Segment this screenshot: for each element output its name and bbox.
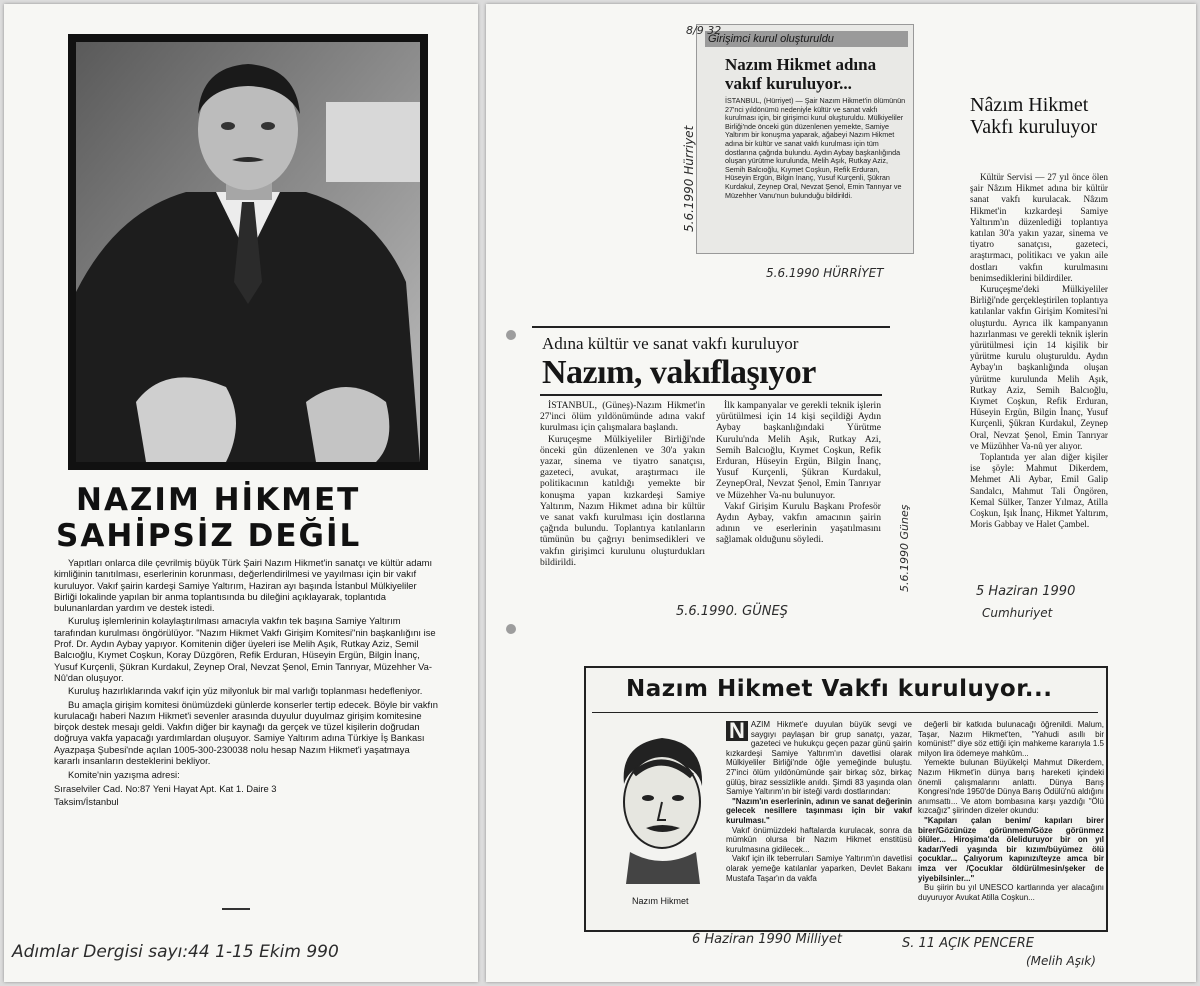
gunes-paragraph: Kuruçeşme Mülkiyeliler Birliği'nde önceki gün düzenlenen ve 30'a yakın yazar, sinema ve tiyatro sanatçısı, gazeteci, avukat, araştırmacı ile politikacının katıldığı yemekte bir konuşma yapan kızkardeşi Samiye Yaltırım, Nazım Hikmet adına bir kültür ve sanat vakfı kurulması için dostlarına çağrıda bulundu. Toplantıya katılanların tümünün bu çağrıyı benimsedikleri ve vakfın girişimci kurulunu oluşturdukları bildirildi. [540,433,705,568]
handwritten-source-note: Adımlar Dergisi sayı:44 1-15 Ekim 990 [12,942,339,962]
milliyet-paragraph: AZIM Hikmet'e duyulan büyük sevgi ve saygıyı paylaşan bir grup sanatçı, yazar, gazeteci ve hukukçu geçen pazar günü şairin kızkardeşi Samiye Yaltırım'ın davetlisi olarak Mülkiyeliler Birliği'nde öğle yemeğinde buluştu. 27'inci ölüm yıldönümünde şair birkaç söz, birkaç gülüş, biraz sessizlikle anıldı. Şimdi 83 yaşında olan Samiye Yaltırım'ın bir isteği vardı dostlarından: [726,720,912,797]
handwritten-side-note: 5.6.1990 Güneş [898,504,911,592]
hurriyet-clipping [696,24,914,254]
handwritten-side-note: S. 11 AÇIK PENCERE [902,936,1034,951]
address-line-1: Sıraselviler Cad. No:87 Yeni Hayat Apt. Kat 1. Daire 3 [54,782,277,794]
milliyet-paragraph: değerli bir katkıda bulunacağı öğrenildi. Malum, Taşar, Nazım Hikmet'ten, "Yahudi asıllı bir komünist!" diye söz ettiği için mahkeme kararıyla 1.5 milyon lira ödemeye mahkûm... [918,720,1104,758]
handwritten-date-note: 6 Haziran 1990 Milliyet [692,932,842,947]
handwritten-date-note: 5.6.1990. GÜNEŞ [676,604,788,619]
gunes-column-1 [540,400,705,568]
milliyet-quote: "Nazım'ın eserlerinin, adının ve sanat değerinin gelecek nesillere taşınması için bir vakıf kurulması." [726,796,912,825]
gunes-paragraph: İlk kampanyalar ve gerekli teknik işlerin yürütülmesi için 14 kişi seçildiği Aydın Aybay başkanlığındaki Yürütme Kurulu'nda Melih Aşık, Rutkay Azi, Semih Balcıoğlu, Kıymet Coşkun, Refik Erduran, Hüseyin Ergün, Bilgin İnanç, Yusuf Kurçenli, Şükran Kurdakul, ZeynepOral, Nevzat Şenol, Emin Tanrıyar ve Müzehher Va-nu bulunuyor. [716,400,881,501]
gunes-clipping [532,326,890,600]
dropcap: N [726,721,748,741]
article-paragraph: Kuruluş işlemlerinin kolaylaştırılması amacıyla vakfın tek başına Samiye Yaltırım tarafından kurulması öngörülüyor. "Nazım Hikmet Vakfı Girişim Komitesi"nin başkanlığını ise Prof. Dr. Aydın Aybay yapıyor. Komitenin diğer üyeleri ise Melih Aşık, Rutkay Aziz, Semil Balcıoğlu, Kıymet Coşkun, Koray Düzgören, Refik Erduran, Hüseyin Ergün, Bilgin İnanç, Yusuf Kurçenli, Şükran Kurdakul, Zeynep Oral, Nevzat Şenol, Emin Tanrıyar, Müzehher Va-Nû'dan oluşuyor. [54,615,436,683]
milliyet-column-2 [918,720,1104,902]
handwritten-date-note: 5 Haziran 1990 [976,584,1076,599]
article-paragraph: Bu amaçla girişim komitesi önümüzdeki günlerde konserler tertip edecek. Böyle bir vakfın kurulacağı haberi Nazım Hikmet'i sevenler arasında duyulur duyulmaz girişim komitesine birçok destek mesajı geldi. Vakfın diğer bir kaynağı da gerçek ve tüzel kişilerin doğrudan doğruya vakfa yapacağı yardımlardan oluşuyor. Samiye Yaltırım adına Türkiye İş Bankası Ayazpaşa Şubesi'nde açılan 1005-300-230038 nolu hesap Nazım Hikmet'i yaşatmaya kararlı insanların desteklerini bekliyor. [54,698,438,767]
nazim-hikmet-drawing [606,724,718,884]
hurriyet-kicker: Girişimci kurul oluşturuldu [705,31,908,47]
cumhuriyet-headline: Nâzım Hikmet Vakfı kuruluyor [970,94,1098,138]
portrait-photo [76,42,420,462]
cumhuriyet-body [970,172,1108,531]
gunes-rule [540,394,882,396]
gunes-paragraph: Vakıf Girişim Kurulu Başkanı Profesör Aydın Aybay, vakfın amacının şairin adının ve eserlerinin yaşatılmasını sağlamak olduğunu söyledi. [716,500,881,546]
cumhuriyet-clipping [970,88,1110,558]
handwritten-corner-note: 8/9 32 [686,24,722,37]
article-paragraph: Kuruluş hazırlıklarında vakıf için yüz milyonluk bir mal varlığı toplanması hedefleniyor. [68,685,423,697]
handwritten-author-note: (Melih Aşık) [1026,954,1096,968]
cumhuriyet-paragraph: Kuruçeşme'deki Mülkiyeliler Birliği'nde gerçekleştirilen toplantıya katılanlar vakfın Girişim Komitesi'ni oluşturdu. Ayrıca ilk kampanyanın hazırlanması ve gerekli teknik işlerin yürütülmesi için 14 kişilik bir yürütme kurulu oluşturuldu. Aydın Aybay'ın başkanlığında oluşan yürütme kurulunda Melih Aşık, Rutkay Aziz, Semih Balcıoğlu, Kıymet Coşkun, Refik Erduran, Hüseyin Ergün, Bilgin İnanç, Yusuf Kurçenli, Şükran Kurdakul, Zeynep Oral, Nevzat Şenol, Emin Tanrıyar ve Müzühher Va-nû yer alıyor. [970,284,1108,451]
handwritten-paper-note: Cumhuriyet [982,606,1053,620]
portrait-photo-frame [68,34,428,470]
milliyet-column-1 [726,720,912,883]
punch-hole [506,330,516,340]
milliyet-rule [592,712,1098,713]
milliyet-headline: Nazım Hikmet Vakfı kuruluyor... [626,676,1053,702]
gunes-kicker: Adına kültür ve sanat vakfı kuruluyor [542,334,799,353]
left-page [4,4,478,982]
article-body [54,557,438,809]
cumhuriyet-paragraph: Kültür Servisi — 27 yıl önce ölen şair Nâzım Hikmet adına bir kültür sanat vakfı kurulacak. Nâzım Hikmet'in kızkardeşi Samiye Yaltırım'ın düzenlediği toplantıya katılan 30'a yakın yazar, sinema ve tiyatro sanatçısı, gazeteci, araştırmacı, politikacı ve yakın aile dostları vakfın kurulmasını benimsediklerini bildirdiler. [970,172,1108,283]
milliyet-paragraph: Bu şiirin bu yıl UNESCO kartlarında yer alacağını duyuruyor Avukat Atilla Coşkun... [918,883,1104,902]
gunes-paragraph: İSTANBUL, (Güneş)-Nazım Hikmet'in 27'inci ölüm yıldönümünde adına vakıf kurulması için çalışmalara başlandı. [540,400,705,434]
article-paragraph: Yapıtları onlarca dile çevrilmiş büyük Türk Şairi Nazım Hikmet'in sanatçı ve kültür adamı kimliğinin tanıtılması, eserlerinin korunması, değerlendirilmesi ve yayılması için bir vakıf kuruluyor. Vakıf şairin kardeşi Samiye Yaltırım, Haziran ayı başında İstanbul Mülkiyeliler Birliği lokalinde yapılan bir anma toplantısında bu dileğini açıklayarak, toplantıda bulunanlardan yardım ve destek istedi. [54,557,433,614]
address-line-2: Taksim/İstanbul [54,795,119,807]
milliyet-clipping [584,666,1108,932]
hurriyet-body: İSTANBUL, (Hürriyet) — Şair Nazım Hikmet'in ölümünün 27'nci yıldönümü nedeniyle kültür ve sanat vakfı kurulması için, bir girişimci kurul oluşturuldu. Mülkiyeliler Birliği'nde önceki gün düzenlenen yemekte, Samiye Yaltırım bir konuşma yaparak, ağabeyi Nazım Hikmet adına bir kültür ve sanat vakfı kurulması için tüm dostlarına çağrıda bulundu. Aydın Aybay başkanlığında oluşan yürütme kurulunda, Melih Aşık, Rutkay Aziz, Semih Balcıoğlu, Kıymet Coşkun, Refik Erduran, Hüseyin Ergün, Bilgin İnanç, Yusuf Kurçenli, Şükran Kurdakul, Zeynep Oral, Nevzat Şenol, Emin Tanrıyar ve Müzehher Vanu'nun bulunduğu bildirildi. [725,96,906,200]
milliyet-paragraph: Vakıf için ilk teberruları Samiye Yaltırım'ın davetlisi olarak yemeğe katılanlar yaparken, Devlet Bakanı Mustafa Taşar'ın da vakfa [726,854,912,883]
punch-hole [506,624,516,634]
handwritten-side-note: 5.6.1990 Hürriyet [682,125,696,232]
handwritten-date-note: 5.6.1990 HÜRRİYET [766,266,884,280]
milliyet-paragraph: Vakıf önümüzdeki haftalarda kurulacak, sonra da mümkün olursa bir Nazım Hikmet enstitüsü kurulmasına gidilecek... [726,825,912,854]
milliyet-poem: "Kapıları çalan benim/ kapıları birer birer/Gözünüze görünmem/Göze görünmez ölüler... Hiroşima'da öleliduruyor bir on yıl kadar/Yedi yaşında bir kızım/büyümez ölü çocuklar... Çalıyorum kapınızı/teyze amca bir imza ver /Çocuklar öldürülmesin/şeker de yiyebilsinler..." [918,815,1104,883]
address-label: Komite'nin yazışma adresi: [68,769,180,781]
headline-line-1: NAZIM HİKMET [76,482,361,518]
headline-line-2: SAHİPSİZ DEĞİL [56,518,362,554]
divider [222,908,250,910]
hurriyet-headline: Nazım Hikmet adına vakıf kuruluyor... [725,55,877,93]
gunes-headline: Nazım, vakıflaşıyor [542,354,816,391]
right-page [486,4,1196,982]
cumhuriyet-paragraph: Toplantıda yer alan diğer kişiler ise şöyle: Mahmut Dikerdem, Mehmet Ali Aybar, Emil Galip Sandalcı, Mahmut Tali Öngören, Kemal Sülker, Tanzer Yılmaz, Atilla Coşkun, Işık İnanç, Hikmet Yaltırım, Moris Gabbay ve Halet Çambel. [970,452,1108,530]
milliyet-paragraph: Yemekte bulunan Büyükelçi Mahmut Dikerdem, Nazım Hikmet'in dünya barış hareketi içindeki önemli çalışmalarını anlattı. Dünya Barış Kongresi'nde 1950'de Dünya Barış Ödülü'nü aldığını anımsattı... Ve atom bombasına karşı yazdığı "Ölü kızcağız" şiirinden dizeler okundu: [918,758,1104,816]
gunes-column-2 [716,400,881,546]
milliyet-photo-caption: Nazım Hikmet [632,896,689,906]
